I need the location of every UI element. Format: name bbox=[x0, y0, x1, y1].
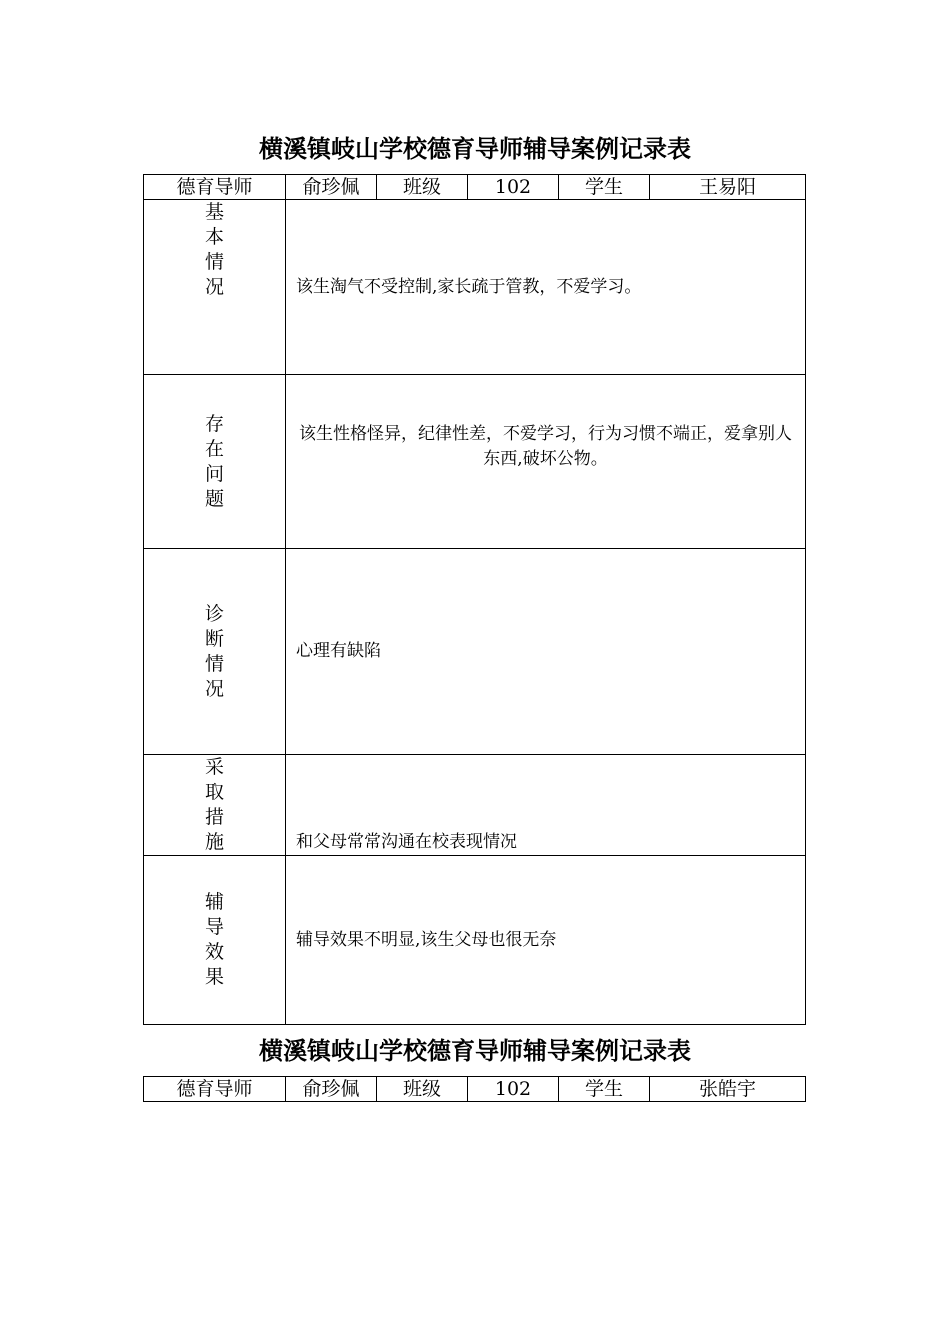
mentor-label: 德育导师 bbox=[144, 1077, 286, 1102]
student-label: 学生 bbox=[559, 1077, 650, 1102]
class-label: 班级 bbox=[377, 175, 468, 200]
section-label: 辅 导 效 果 bbox=[144, 856, 286, 1025]
class-value: 102 bbox=[468, 1077, 559, 1102]
section-problems bbox=[144, 375, 806, 549]
class-value: 102 bbox=[468, 175, 559, 200]
section-results bbox=[144, 856, 806, 1025]
section-label: 存 在 问 题 bbox=[144, 375, 286, 549]
section-label: 诊 断 情 况 bbox=[144, 549, 286, 755]
mentor-name: 俞珍佩 bbox=[286, 1077, 377, 1102]
record-title: 横溪镇岐山学校德育导师辅导案例记录表 bbox=[259, 134, 691, 163]
record-table bbox=[143, 174, 806, 1025]
section-content: 该生性格怪异，纪律性差，不爱学习，行为习惯不端正，爱拿别人东西,破坏公物。 bbox=[286, 375, 806, 549]
section-content: 辅导效果不明显,该生父母也很无奈 bbox=[286, 856, 806, 1025]
record-table bbox=[143, 1076, 806, 1102]
section-content: 心理有缺陷 bbox=[286, 549, 806, 755]
mentor-name: 俞珍佩 bbox=[286, 175, 377, 200]
record-header-row bbox=[144, 175, 806, 200]
student-name: 张皓宇 bbox=[650, 1077, 806, 1102]
section-content: 该生淘气不受控制,家长疏于管教，不爱学习。 bbox=[286, 200, 806, 375]
record-title: 横溪镇岐山学校德育导师辅导案例记录表 bbox=[259, 1036, 691, 1065]
section-measures bbox=[144, 755, 806, 856]
section-label: 基 本 情 况 bbox=[144, 200, 286, 375]
section-diagnosis bbox=[144, 549, 806, 755]
class-label: 班级 bbox=[377, 1077, 468, 1102]
section-content: 和父母常常沟通在校表现情况 bbox=[286, 755, 806, 856]
student-name: 王易阳 bbox=[650, 175, 806, 200]
mentor-label: 德育导师 bbox=[144, 175, 286, 200]
section-basic-info bbox=[144, 200, 806, 375]
student-label: 学生 bbox=[559, 175, 650, 200]
record-header-row bbox=[144, 1077, 806, 1102]
section-label: 采 取 措 施 bbox=[144, 755, 286, 856]
